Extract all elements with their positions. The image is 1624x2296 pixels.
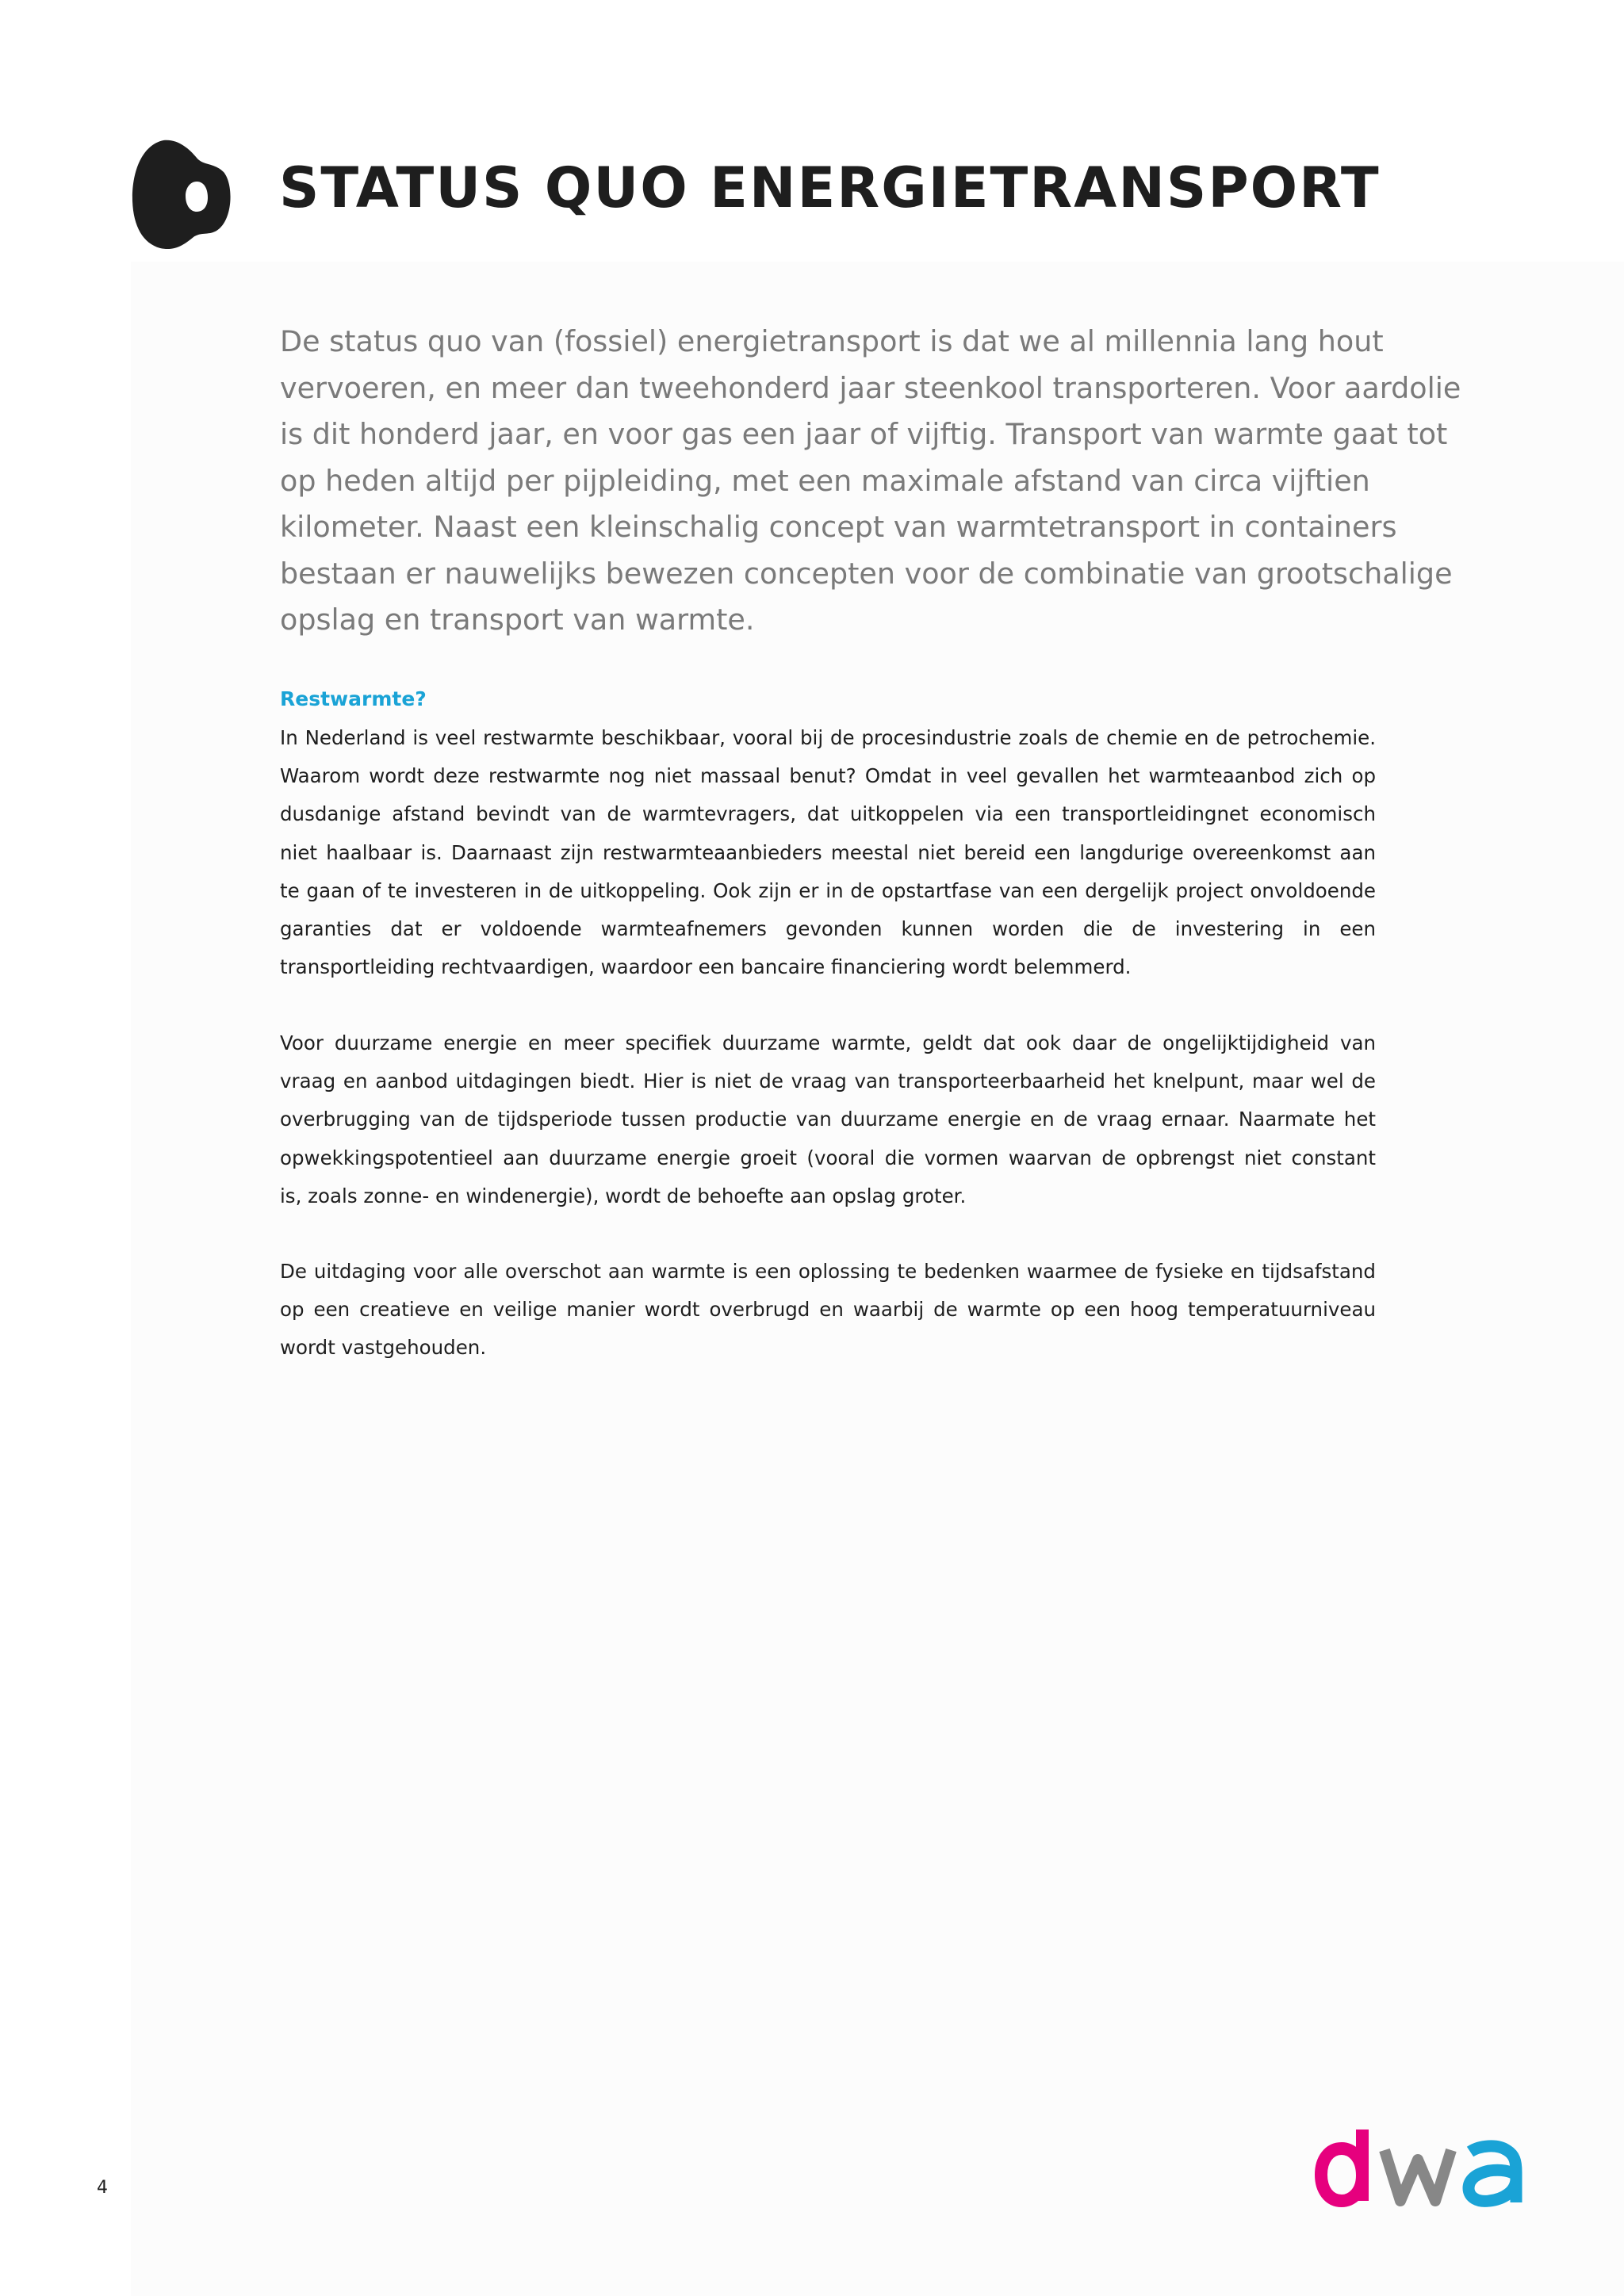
body-line: te gaan of te investeren in de uitkoppeling. Ook zijn er in de opstartfase van een dergelijk project onvoldoende — [280, 878, 1376, 902]
body-line: garanties dat er voldoende warmteafnemers gevonden kunnen worden die de investering in een — [280, 917, 1376, 941]
section-heading: Restwarmte? — [280, 687, 427, 710]
body-line: wordt vastgehouden. — [280, 1336, 487, 1360]
body-line: niet haalbaar is. Daarnaast zijn restwarmteaanbieders meestal niet bereid een langdurige overeenkomst aan — [280, 840, 1376, 864]
body-line: Voor duurzame energie en meer specifiek duurzame warmte, geldt dat ook daar de ongelijktijdigheid van — [280, 1031, 1376, 1054]
body-line: De uitdaging voor alle overschot aan warmte is een oplossing te bedenken waarmee de fysieke en tijdsafstand — [280, 1260, 1376, 1283]
page-number: 4 — [97, 2178, 108, 2198]
lead-line: opslag en transport van warmte. — [280, 603, 755, 637]
body-line: Waarom wordt deze restwarmte nog niet massaal benut? Omdat in veel gevallen het warmteaanbod zich op — [280, 764, 1376, 788]
lead-line: op heden altijd per pijpleiding, met een maximale afstand van circa vijftien — [280, 463, 1370, 498]
body-paragraph — [280, 719, 1376, 986]
logo-letter-w — [1385, 2150, 1451, 2201]
lead-line: De status quo van (fossiel) energietransport is dat we al millennia lang hout — [280, 324, 1384, 358]
logo-letter-a — [1469, 2146, 1516, 2202]
lead-line: is dit honderd jaar, en voor gas een jaar of vijftig. Transport van warmte gaat tot — [280, 417, 1448, 451]
body-line: op een creatieve en veilige manier wordt overbrugd en waarbij de warmte op een hoog temperatuurniveau — [280, 1298, 1376, 1322]
body-line: overbrugging van de tijdsperiode tussen productie van duurzame energie en de vraag ernaar. Naarmate het — [280, 1108, 1376, 1131]
body-line: In Nederland is veel restwarmte beschikbaar, vooral bij de procesindustrie zoals de chemie en de petrochemie. — [280, 726, 1376, 749]
page-title: STATUS QUO ENERGIETRANSPORT — [279, 155, 1381, 220]
body-line: transportleiding rechtvaardigen, waardoor een bancaire financiering wordt belemmerd. — [280, 955, 1132, 979]
logo-letter-d — [1321, 2130, 1362, 2201]
body-paragraph — [280, 1024, 1376, 1215]
lead-line: vervoeren, en meer dan tweehonderd jaar steenkool transporteren. Voor aardolie — [280, 370, 1461, 405]
body-line: dusdanige afstand bevindt van de warmtevragers, dat uitkoppelen via een transportleidingnet economisch — [280, 802, 1376, 826]
body-line: vraag en aanbod uitdagingen biedt. Hier is niet de vraag van transporteerbaarheid het knelpunt, maar wel de — [280, 1070, 1376, 1093]
lead-line: bestaan er nauwelijks bewezen concepten voor de combinatie van grootschalige — [280, 556, 1453, 591]
body-line: is, zoals zonne- en windenergie), wordt de behoefte aan opslag groter. — [280, 1184, 967, 1207]
lead-paragraph — [280, 319, 1461, 644]
body-paragraph — [280, 1253, 1376, 1368]
lead-line: kilometer. Naast een kleinschalig concept van warmtetransport in containers — [280, 510, 1397, 544]
guitar-body-icon — [132, 139, 233, 251]
dwa-logo — [1313, 2128, 1532, 2207]
body-line: opwekkingspotentieel aan duurzame energie groeit (vooral die vormen waarvan de opbrengst niet constant — [280, 1146, 1376, 1169]
